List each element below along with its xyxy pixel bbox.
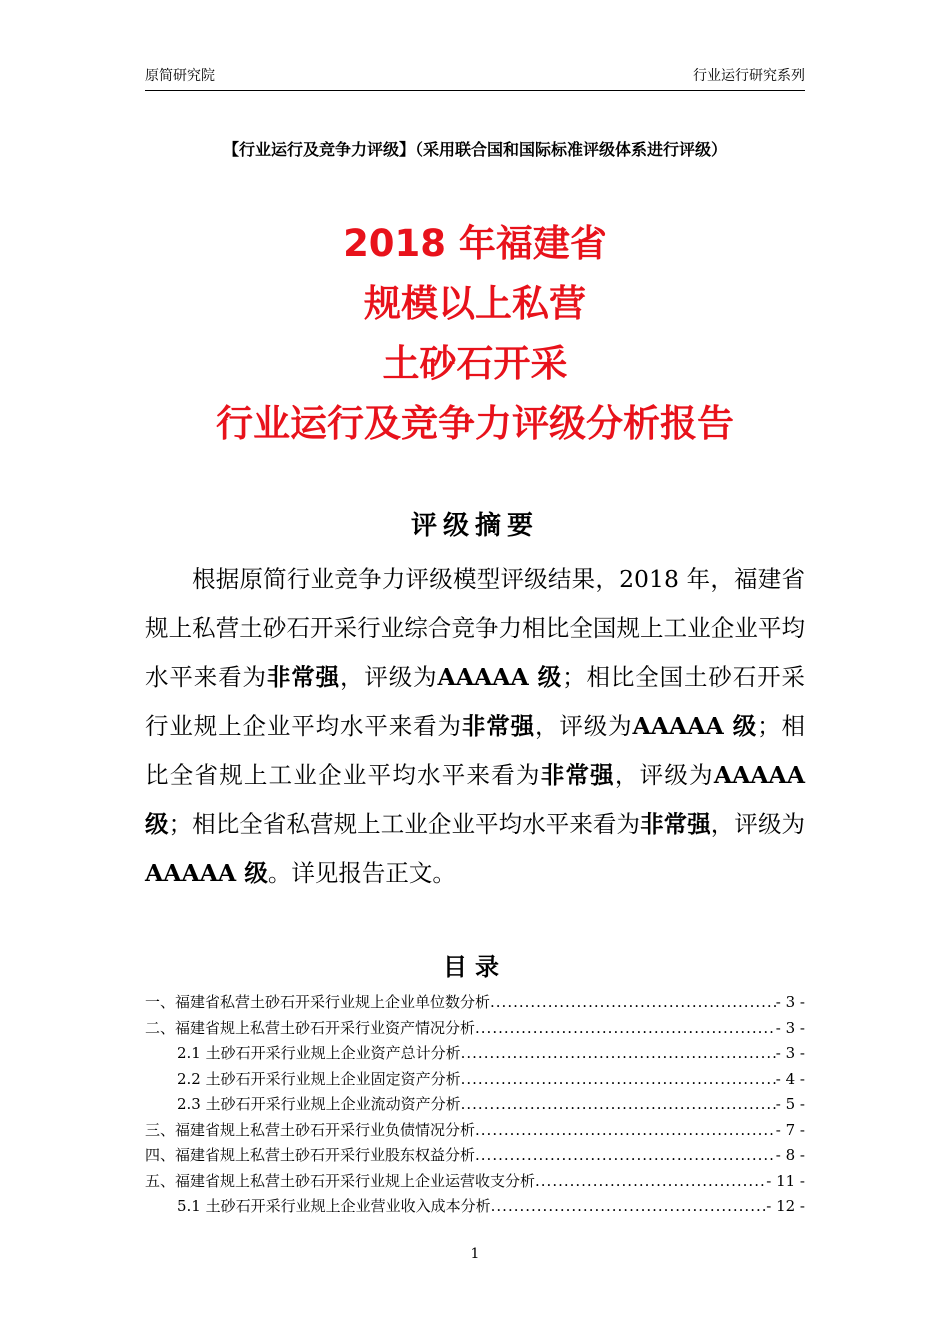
summary-text: ，评级为 <box>614 761 714 789</box>
toc-leader <box>491 1194 767 1220</box>
rating-strength: 非常强 <box>266 663 341 691</box>
toc-entry-page: - 3 - <box>775 1018 805 1037</box>
toc-entry-title: 四、福建省规上私营土砂石开采行业股东权益分析 <box>145 1146 476 1164</box>
rating-grade: AAAAA 级 <box>437 663 563 691</box>
rating-grade: AAAAA 级 <box>145 859 268 887</box>
summary-text: ，评级为 <box>535 712 633 740</box>
toc-leader <box>475 1118 776 1144</box>
page-header <box>145 66 805 91</box>
toc-leader <box>461 1092 776 1118</box>
header-org: 原简研究院 <box>145 68 215 84</box>
summary-text: ，评级为 <box>710 810 806 838</box>
header-series: 行业运行研究系列 <box>693 68 805 84</box>
toc-entry-title: 2.1 土砂石开采行业规上企业资产总计分析 <box>177 1044 461 1062</box>
toc-entry-page: - 3 - <box>775 993 805 1011</box>
summary-text: ，评级为 <box>340 663 438 691</box>
toc-entry[interactable] <box>145 1143 805 1169</box>
summary-text: ；相比全省规上工业企业平均水平来看为 <box>145 712 806 789</box>
toc-entry-page: - 3 - <box>775 1044 805 1062</box>
toc-entry-title: 二、福建省规上私营土砂石开采行业资产情况分析 <box>145 1018 476 1037</box>
summary-text: 根据原简行业竞争力评级模型评级结果，2018 年，福建省规上私营土砂石开采行业综合竞争力相比全国规上工业企业平均水平来看为 <box>145 565 805 691</box>
summary-text: ；相比全省私营规上工业企业平均水平来看为 <box>168 810 641 838</box>
toc-entry[interactable] <box>145 1118 805 1144</box>
toc-leader <box>461 1041 776 1067</box>
table-of-contents <box>145 990 805 1220</box>
toc-leader <box>475 1143 776 1169</box>
toc-heading: 目录 <box>443 953 507 981</box>
toc-entry[interactable] <box>145 1194 805 1220</box>
report-title <box>60 214 890 454</box>
title-line: 土砂石开采 <box>382 342 568 385</box>
toc-entry-page: - 4 - <box>775 1069 805 1088</box>
toc-entry[interactable] <box>145 1016 805 1042</box>
summary-paragraph <box>145 555 805 898</box>
title-line: 2018 年福建省 <box>343 222 607 265</box>
summary-heading: 评级摘要 <box>410 511 539 541</box>
toc-entry[interactable] <box>145 1041 805 1067</box>
toc-leader <box>535 1169 766 1195</box>
toc-entry-title: 2.3 土砂石开采行业规上企业流动资产分析 <box>177 1095 461 1113</box>
toc-entry-title: 五、福建省规上私营土砂石开采行业规上企业运营收支分析 <box>145 1171 536 1190</box>
rating-grade: AAAAA 级 <box>632 712 758 740</box>
toc-entry-title: 5.1 土砂石开采行业规上企业营业收入成本分析 <box>177 1197 491 1215</box>
title-line: 行业运行及竞争力评级分析报告 <box>216 402 734 445</box>
toc-entry-page: - 7 - <box>775 1120 805 1139</box>
toc-entry[interactable] <box>145 1067 805 1093</box>
rating-note: 【行业运行及竞争力评级】（采用联合国和国际标准评级体系进行评级） <box>222 140 727 159</box>
rating-strength: 非常强 <box>640 810 711 838</box>
toc-entry-page: - 11 - <box>766 1171 805 1190</box>
toc-entry-page: - 8 - <box>775 1146 805 1164</box>
toc-leader <box>490 990 776 1016</box>
toc-leader <box>475 1016 776 1042</box>
toc-entry-title: 三、福建省规上私营土砂石开采行业负债情况分析 <box>145 1120 476 1139</box>
toc-entry[interactable] <box>145 990 805 1016</box>
summary-text: 。详见报告正文。 <box>267 859 456 887</box>
toc-entry-title: 2.2 土砂石开采行业规上企业固定资产分析 <box>177 1069 461 1088</box>
toc-entry[interactable] <box>145 1169 805 1195</box>
page-number: 1 <box>470 1246 480 1262</box>
title-line: 规模以上私营 <box>364 282 586 325</box>
toc-entry-title: 一、福建省私营土砂石开采行业规上企业单位数分析 <box>145 993 491 1011</box>
toc-entry-page: - 12 - <box>766 1197 805 1215</box>
toc-entry-page: - 5 - <box>775 1095 805 1113</box>
toc-entry[interactable] <box>145 1092 805 1118</box>
rating-strength: 非常强 <box>461 712 536 740</box>
summary-text: ；相比全国土砂石开采行业规上企业平均水平来看为 <box>145 663 806 740</box>
rating-strength: 非常强 <box>540 761 615 789</box>
toc-leader <box>461 1067 776 1093</box>
rating-grade: AAAAA 级 <box>145 761 806 838</box>
